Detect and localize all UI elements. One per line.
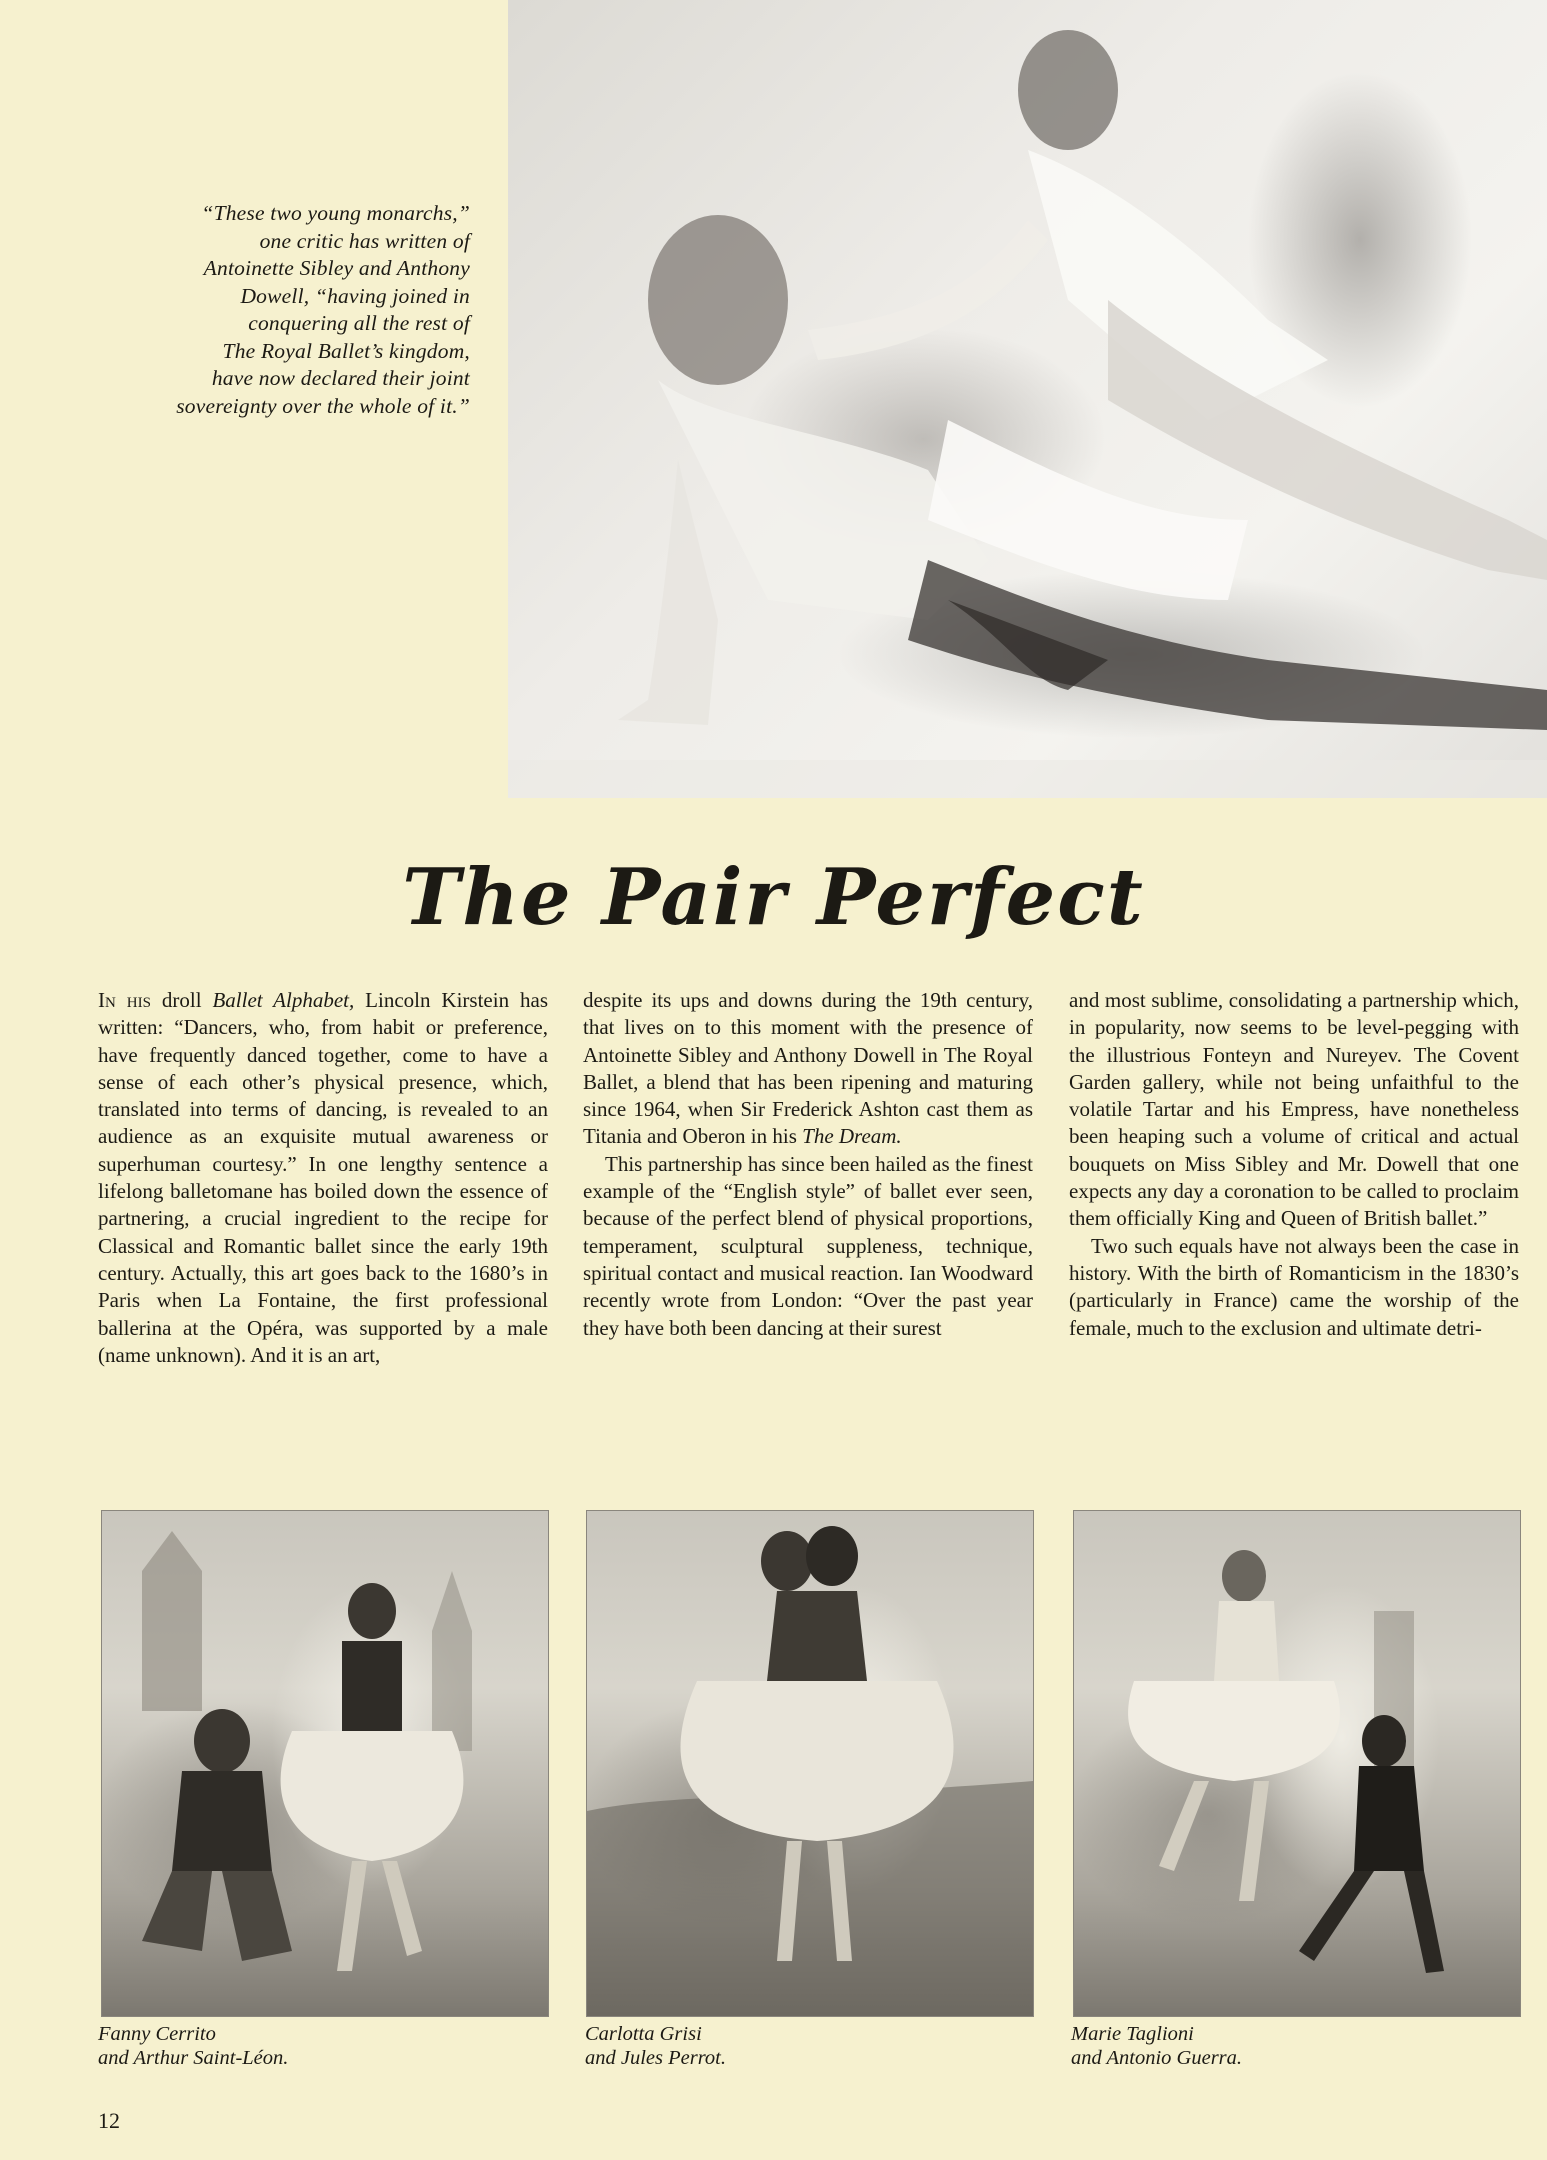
caption-line: and Jules Perrot. [585, 2047, 727, 2069]
pull-quote-line: “These two young monarchs,” [201, 201, 470, 225]
pull-quote-line: conquering all the rest of [248, 311, 470, 335]
caption-line: and Arthur Saint-Léon. [98, 2047, 289, 2069]
article-paragraph: This partnership has since been hailed as the finest example of the “English style” of ballet ever seen, because of the perfect blend of physical proportions, temperament, sculptural suppleness, technique, spiritual contact and musical reaction. Ian Woodward recently wrote from London: “Over the past year they have both been dancing at their surest [583, 1151, 1033, 1340]
page-number: 12 [98, 2108, 120, 2133]
plate-illustration [1074, 1511, 1520, 2016]
plate-illustration [587, 1511, 1033, 2016]
plate-illustration [102, 1511, 548, 2016]
text-run: droll [150, 988, 213, 1012]
plate-caption [98, 2022, 538, 2070]
article-column-3 [1069, 987, 1519, 1342]
article-paragraph [583, 987, 1033, 1151]
plate-taglioni-guerra [1073, 1510, 1521, 2017]
lead-in-small-caps: In his [98, 988, 151, 1012]
plate-grisi-perrot [586, 1510, 1034, 2017]
article-column-1 [98, 987, 548, 1369]
pull-quote-line: The Royal Ballet’s kingdom, [222, 338, 470, 363]
plate-caption [1071, 2022, 1511, 2070]
book-title: Ballet Alphabet, [212, 988, 355, 1012]
pull-quote-line: have now declared their joint [211, 366, 470, 390]
text-run: Lincoln Kirstein has written: “Dancers, who, from habit or preference, have frequently danced together, come to have a sense of each other’s physical presence, which, translated into terms of dancing, is revealed to an audience as an exquisite mutual awareness or superhuman courtesy.” In one lengthy sentence a lifelong balletomane has boiled down the essence of partnering, a crucial ingredient to the recipe for Classical and Romantic ballet since the early 19th century. Actually, this art goes back to the 1680’s in Paris when La Fontaine, the first professional ballerina at the Opéra, was supported by a male (name unknown). And it is an art, [98, 988, 549, 1367]
plate-caption [585, 2022, 1025, 2070]
pull-quote-line: sovereignty over the whole of it.” [176, 393, 470, 418]
dancers-silhouette [508, 0, 1547, 798]
text-run: despite its ups and downs during the 19th century, that lives on to this moment with the presence of Antoinette Sibley and Anthony Dowell in The Royal Ballet, a blend that has been ripening and maturing since 1964, when Sir Frederick Ashton cast them as Titania and Oberon in his [583, 988, 1033, 1149]
work-title: The Dream. [802, 1124, 902, 1149]
pull-quote-line: Dowell, “having joined in [240, 283, 470, 308]
article-title: The Pair Perfect [402, 852, 1145, 943]
pull-quote [40, 200, 470, 420]
pull-quote-line: Antoinette Sibley and Anthony [203, 256, 470, 280]
article-paragraph: Two such equals have not always been the case in history. With the birth of Romanticism in the 1830’s (particularly in France) came the worship of the female, much to the exclusion and ultimate detri- [1069, 1233, 1519, 1340]
plate-cerrito-saint-leon [101, 1510, 549, 2017]
pull-quote-line: one critic has written of [259, 228, 470, 253]
article-column-2 [583, 987, 1033, 1342]
caption-line: Carlotta Grisi [585, 2023, 702, 2045]
caption-line: and Antonio Guerra. [1071, 2047, 1243, 2069]
article-paragraph [98, 987, 548, 1369]
caption-line: Fanny Cerrito [98, 2023, 216, 2045]
caption-line: Marie Taglioni [1071, 2023, 1194, 2045]
hero-photo-dancers [508, 0, 1547, 798]
article-paragraph: and most sublime, consolidating a partnership which, in popularity, now seems to be level-pegging with the illustrious Fonteyn and Nureyev. The Covent Garden gallery, while not being unfaithful to the volatile Tartar and his Empress, have nonetheless been heaping such a volume of critical and actual bouquets on Miss Sibley and Mr. Dowell that one expects any day a coronation to be called to proclaim them officially King and Queen of British ballet.” [1069, 988, 1519, 1231]
